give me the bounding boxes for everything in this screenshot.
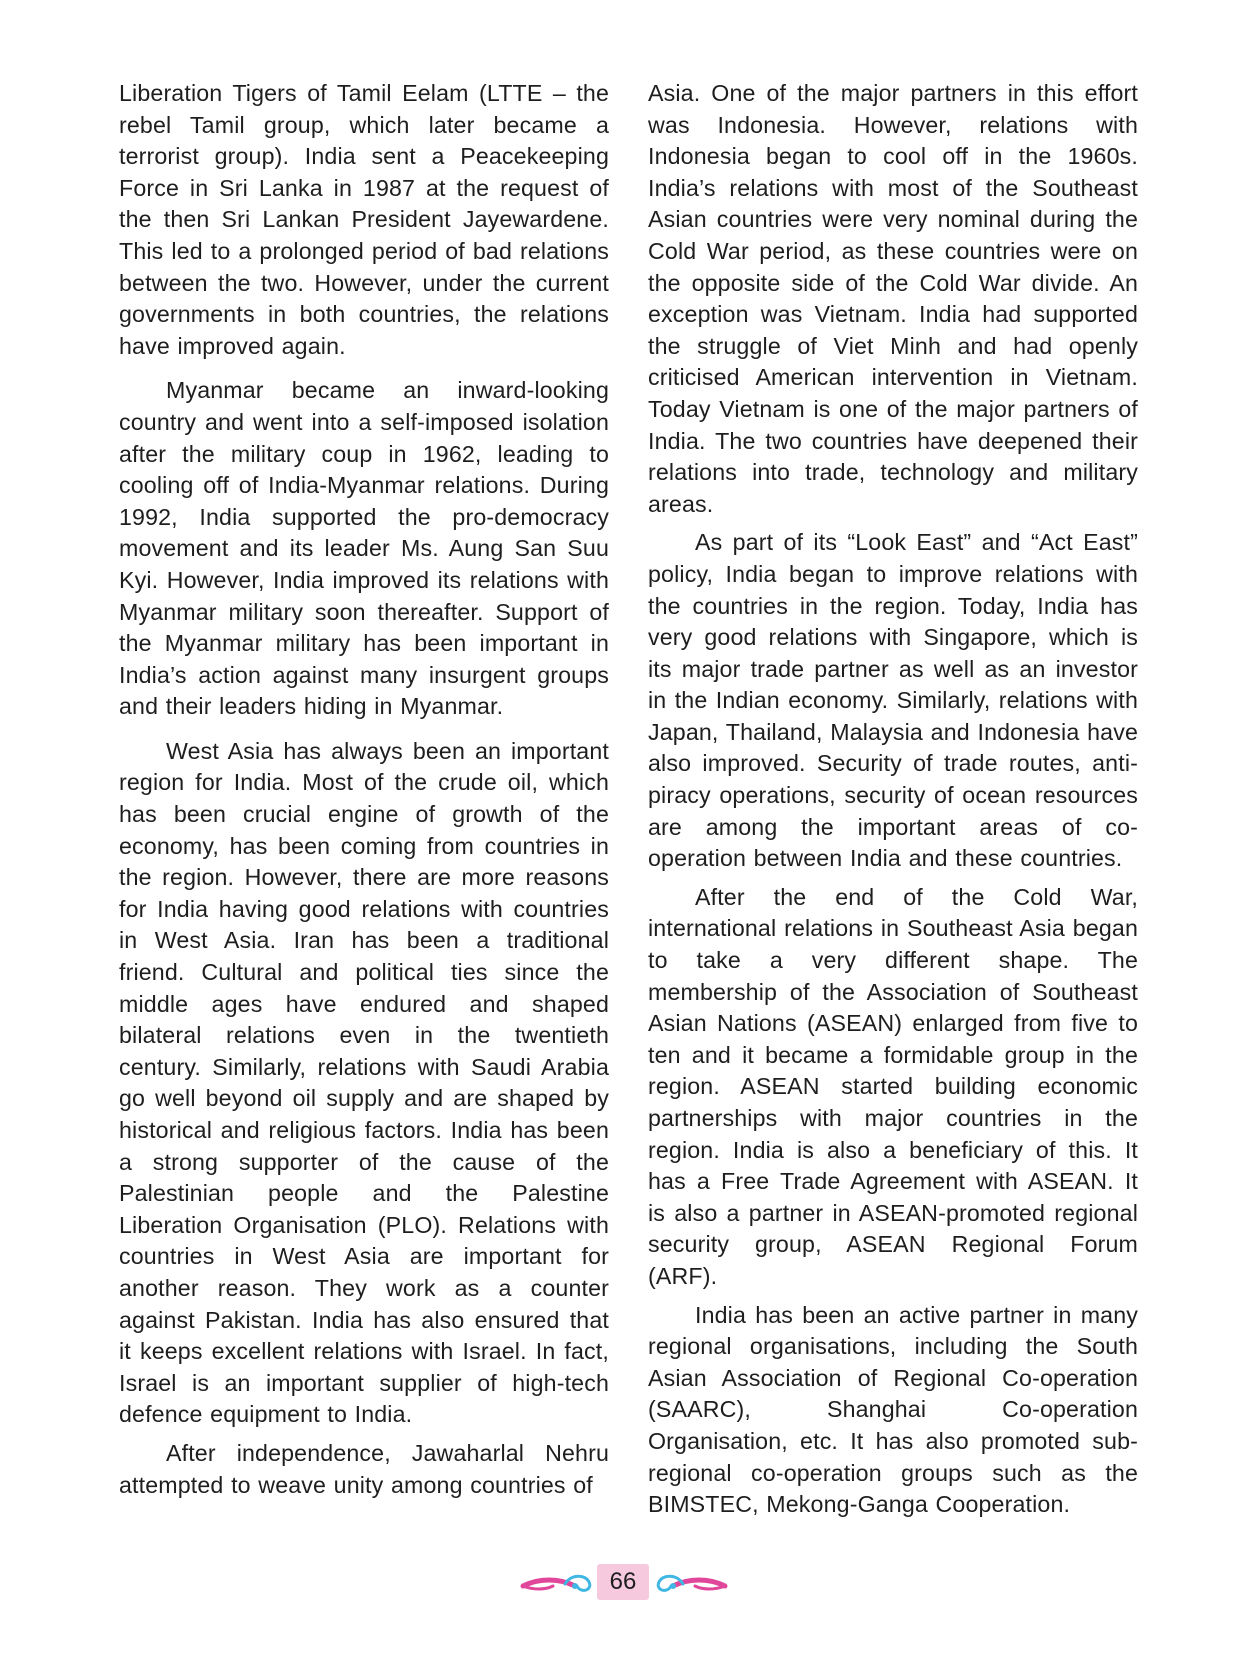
paragraph-myanmar: Myanmar became an inward-looking country and went into a self-imposed isolation after the military coup in 1962, leading to cooling off of India-Myanmar relations. During 1992, India supported the pro-democracy movement and its leader Ms. Aung San Suu Kyi. However, India improved its relations with Myanmar military soon thereafter. Support of the Myanmar military has been important in India’s action against many insurgent groups and their leaders hiding in Myanmar. xyxy=(119,377,609,720)
paragraph-look-east: As part of its “Look East” and “Act East” policy, India began to improve relations with the countries in the region. Today, India has very good relations with Singapore, which is its major trade partner as well as an investor in the Indian economy. Similarly, relations with Japan, Thailand, Malaysia and Indonesia have also improved. Security of trade routes, anti-piracy operations, security of ocean resources are among the important areas of co-operation between India and these countries. xyxy=(648,529,1138,872)
left-column xyxy=(119,78,609,1514)
paragraph-indonesia-vietnam: Asia. One of the major partners in this effort was Indonesia. However, relations with Indonesia began to cool off in the 1960s. India’s relations with most of the Southeast Asian countries were very nominal during the Cold War period, as these countries were on the opposite side of the Cold War divide. An exception was Vietnam. India had supported the struggle of Viet Minh and had openly criticised American intervention in Vietnam. Today Vietnam is one of the major partners of India. The two countries have deepened their relations into trade, technology and military areas. xyxy=(648,80,1138,517)
page-number: 66 xyxy=(609,1568,637,1595)
paragraph-nehru: After independence, Jawaharlal Nehru attempted to weave unity among countries of xyxy=(119,1439,609,1498)
paragraph-regional-organisations: India has been an active partner in many regional organisations, including the South Asian Association of Regional Co-operation (SAARC), Shanghai Co-operation Organisation, etc. It has also promoted sub-regional co-operation groups such as the BIMSTEC, Mekong-Ganga Cooperation. xyxy=(648,1301,1138,1518)
right-column xyxy=(648,78,1138,1534)
paragraph-ltte: Liberation Tigers of Tamil Eelam (LTTE – the rebel Tamil group, which later became a terrorist group). India sent a Peacekeeping Force in Sri Lanka in 1987 at the request of the then Sri Lankan President Jayewardene. This led to a prolonged period of bad relations between the two. However, under the current governments in both countries, the relations have improved again. xyxy=(119,80,609,359)
page-footer xyxy=(0,1560,1241,1604)
paragraph-asean: After the end of the Cold War, international relations in Southeast Asia began to take a very different shape. The membership of the Association of Southeast Asian Nations (ASEAN) enlarged from five to ten and it became a formidable group in the region. ASEAN started building economic partnerships with major countries in the region. India is also a beneficiary of this. It has a Free Trade Agreement with ASEAN. It is also a partner in ASEAN-promoted regional security group, ASEAN Regional Forum (ARF). xyxy=(648,883,1138,1289)
paragraph-west-asia: West Asia has always been an important region for India. Most of the crude oil, which has been crucial engine of growth of the economy, has been coming from countries in the region. However, there are more reasons for India having good relations with countries in West Asia. Iran has been a traditional friend. Cultural and political ties since the middle ages have endured and shaped bilateral relations even in the twentieth century. Similarly, relations with Saudi Arabia go well beyond oil supply and are shaped by historical and religious factors. India has been a strong supporter of the cause of the Palestinian people and the Palestine Liberation Organisation (PLO). Relations with countries in West Asia are important for another reason. They work as a counter against Pakistan. India has also ensured that it keeps excellent relations with Israel. In fact, Israel is an important supplier of high-tech defence equipment to India. xyxy=(119,737,609,1428)
